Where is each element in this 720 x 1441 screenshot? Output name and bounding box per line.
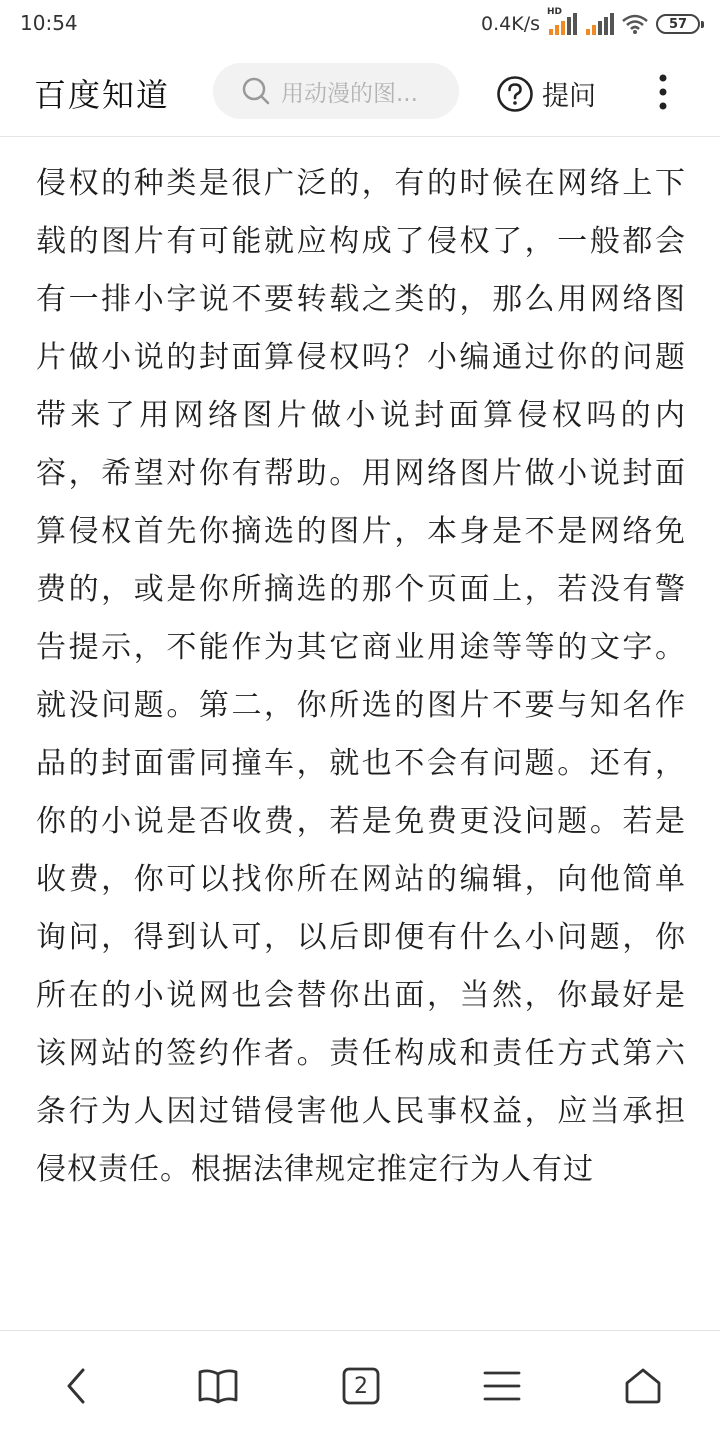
more-options-button[interactable] bbox=[648, 72, 678, 112]
ask-question-button[interactable] bbox=[496, 74, 596, 113]
home-button[interactable] bbox=[618, 1361, 668, 1411]
status-bar bbox=[0, 0, 720, 48]
search-placeholder: 用动漫的图... bbox=[281, 80, 418, 107]
book-icon bbox=[196, 1366, 240, 1406]
tabs-button[interactable] bbox=[336, 1361, 386, 1411]
search-input[interactable] bbox=[213, 63, 459, 119]
status-time: 10:54 bbox=[20, 11, 78, 35]
signal-hd-icon bbox=[547, 7, 577, 35]
wifi-icon bbox=[621, 13, 649, 35]
network-speed: 0.4K/s bbox=[481, 13, 540, 35]
signal-icon bbox=[584, 13, 614, 35]
tab-count: 2 bbox=[354, 1373, 368, 1399]
article-body: 侵权的种类是很广泛的，有的时候在网络上下载的图片有可能就应构成了侵权了，一般都会有一排小字说不要转载之类的，那么用网络图片做小说的封面算侵权吗？小编通过你的问题带来了用网络图片做小说封面算侵权吗的内容，希望对你有帮助。用网络图片做小说封面算侵权首先你摘选的图片，本身是不是网络免费的，或是你所摘选的那个页面上，若没有警告提示，不能作为其它商业用途等等的文字。就没问题。第二，你所选的图片不要与知名作品的封面雷同撞车，就也不会有问题。还有，你的小说是否收费，若是免费更没问题。若是收费，你可以找你所在网站的编辑，向他简单询问，得到认可，以后即便有什么小问题，你所在的小说网也会替你出面，当然，你最好是该网站的签约作者。责任构成和责任方式第六条行为人因过错侵害他人民事权益，应当承担侵权责任。根据法律规定推定行为人有过 bbox=[36, 166, 686, 1187]
status-indicators bbox=[481, 7, 700, 38]
more-vertical-icon bbox=[648, 72, 678, 112]
back-button[interactable] bbox=[52, 1361, 102, 1411]
bookmarks-button[interactable] bbox=[193, 1361, 243, 1411]
question-circle-icon bbox=[496, 75, 534, 113]
battery-icon: 57 bbox=[656, 14, 700, 34]
search-icon bbox=[241, 76, 271, 106]
app-header bbox=[0, 48, 720, 137]
network-tag: HD bbox=[547, 7, 563, 17]
brand-logo[interactable]: 百度知道 bbox=[34, 76, 171, 114]
menu-button[interactable] bbox=[477, 1361, 527, 1411]
home-icon bbox=[623, 1366, 663, 1406]
back-icon bbox=[57, 1366, 97, 1406]
bottom-navigation bbox=[0, 1330, 720, 1441]
tabs-icon bbox=[342, 1367, 380, 1405]
menu-icon bbox=[482, 1368, 522, 1404]
ask-label: 提问 bbox=[542, 81, 596, 112]
